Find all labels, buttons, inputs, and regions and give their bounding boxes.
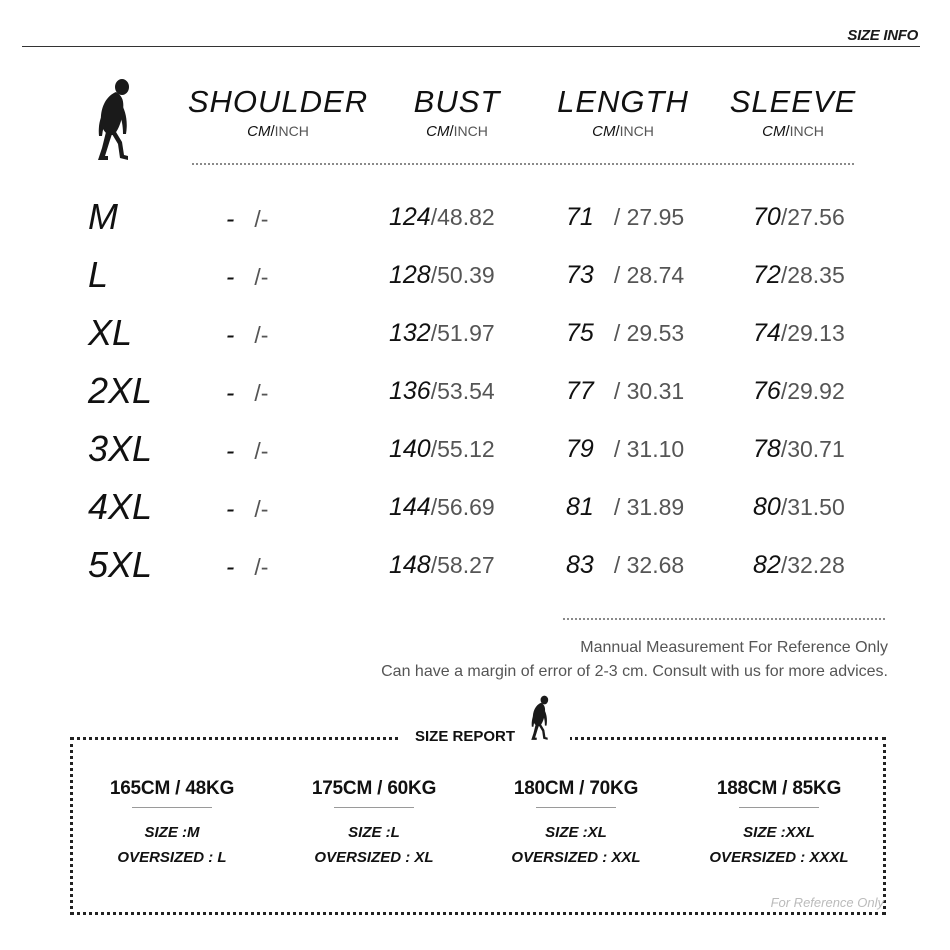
reference-only-footnote: For Reference Only xyxy=(770,895,884,910)
recommended-size: SIZE :XXL xyxy=(743,824,815,841)
sleeve-value: 72/28.35 xyxy=(753,261,845,289)
entry-divider xyxy=(334,807,414,808)
measurement-note: Mannual Measurement For Reference Only xyxy=(580,639,888,656)
column-header-sleeve xyxy=(693,84,893,143)
size-label: 4XL xyxy=(88,486,153,527)
bust-value: 144/56.69 xyxy=(389,493,495,521)
entry-divider xyxy=(132,807,212,808)
shoulder-value: - /- xyxy=(226,495,269,523)
length-value: 79 / 31.10 xyxy=(566,435,685,463)
column-header-shoulder xyxy=(178,84,378,143)
column-name: BUST xyxy=(413,84,501,119)
length-value: 83 / 32.68 xyxy=(566,551,685,579)
length-value: 75 / 29.53 xyxy=(566,319,685,347)
entry-divider xyxy=(739,807,819,808)
oversized-size: OVERSIZED : XXL xyxy=(511,849,641,866)
sleeve-value: 70/27.56 xyxy=(753,203,845,231)
size-label: 5XL xyxy=(88,544,153,585)
sleeve-value: 82/32.28 xyxy=(753,551,845,579)
height-weight: 188CM / 85KG xyxy=(716,778,842,799)
sleeve-value: 74/29.13 xyxy=(753,319,845,347)
recommended-size: SIZE :XL xyxy=(545,824,607,841)
bust-value: 132/51.97 xyxy=(389,319,495,347)
sleeve-value: 78/30.71 xyxy=(753,435,845,463)
column-unit: CM/INCH xyxy=(592,123,654,140)
height-weight: 175CM / 60KG xyxy=(311,778,437,799)
length-value: 71 / 27.95 xyxy=(566,203,685,231)
shoulder-value: - /- xyxy=(226,379,269,407)
bust-value: 136/53.54 xyxy=(389,377,495,405)
column-unit: CM/INCH xyxy=(762,123,824,140)
size-info-title: SIZE INFO xyxy=(847,27,918,44)
shoulder-value: - /- xyxy=(226,553,269,581)
shoulder-value: - /- xyxy=(226,263,269,291)
bust-value: 124/48.82 xyxy=(389,203,495,231)
size-report-entry xyxy=(481,778,671,870)
ape-figure-icon xyxy=(528,694,552,742)
size-report-title: SIZE REPORT xyxy=(415,728,516,745)
height-weight: 180CM / 70KG xyxy=(513,778,639,799)
column-unit: CM/INCH xyxy=(247,123,309,140)
column-unit: CM/INCH xyxy=(426,123,488,140)
bust-value: 128/50.39 xyxy=(389,261,495,289)
size-label: 3XL xyxy=(88,428,153,469)
oversized-size: OVERSIZED : XXXL xyxy=(709,849,849,866)
length-value: 81 / 31.89 xyxy=(566,493,685,521)
entry-divider xyxy=(536,807,616,808)
length-value: 73 / 28.74 xyxy=(566,261,685,289)
notes-dotted-divider xyxy=(563,618,885,620)
margin-of-error-note: Can have a margin of error of 2-3 cm. Consult with us for more advices. xyxy=(381,663,888,680)
header-divider xyxy=(22,46,920,47)
sleeve-value: 80/31.50 xyxy=(753,493,845,521)
ape-figure-icon xyxy=(92,78,136,162)
shoulder-value: - /- xyxy=(226,437,269,465)
length-value: 77 / 30.31 xyxy=(566,377,685,405)
size-label: M xyxy=(88,196,118,237)
recommended-size: SIZE :M xyxy=(144,824,200,841)
size-report-entry xyxy=(279,778,469,870)
shoulder-value: - /- xyxy=(226,321,269,349)
bust-value: 148/58.27 xyxy=(389,551,495,579)
column-name: SHOULDER xyxy=(187,84,369,119)
column-name: SLEEVE xyxy=(729,84,857,119)
header-dotted-divider xyxy=(192,163,854,165)
column-name: LENGTH xyxy=(557,84,689,119)
size-report-entry xyxy=(77,778,267,870)
size-label: XL xyxy=(88,312,133,353)
size-label: L xyxy=(88,254,109,295)
oversized-size: OVERSIZED : XL xyxy=(314,849,434,866)
size-label: 2XL xyxy=(88,370,153,411)
bust-value: 140/55.12 xyxy=(389,435,495,463)
size-report-entry xyxy=(684,778,874,870)
recommended-size: SIZE :L xyxy=(348,824,400,841)
height-weight: 165CM / 48KG xyxy=(109,778,235,799)
sleeve-value: 76/29.92 xyxy=(753,377,845,405)
shoulder-value: - /- xyxy=(226,205,269,233)
oversized-size: OVERSIZED : L xyxy=(117,849,227,866)
